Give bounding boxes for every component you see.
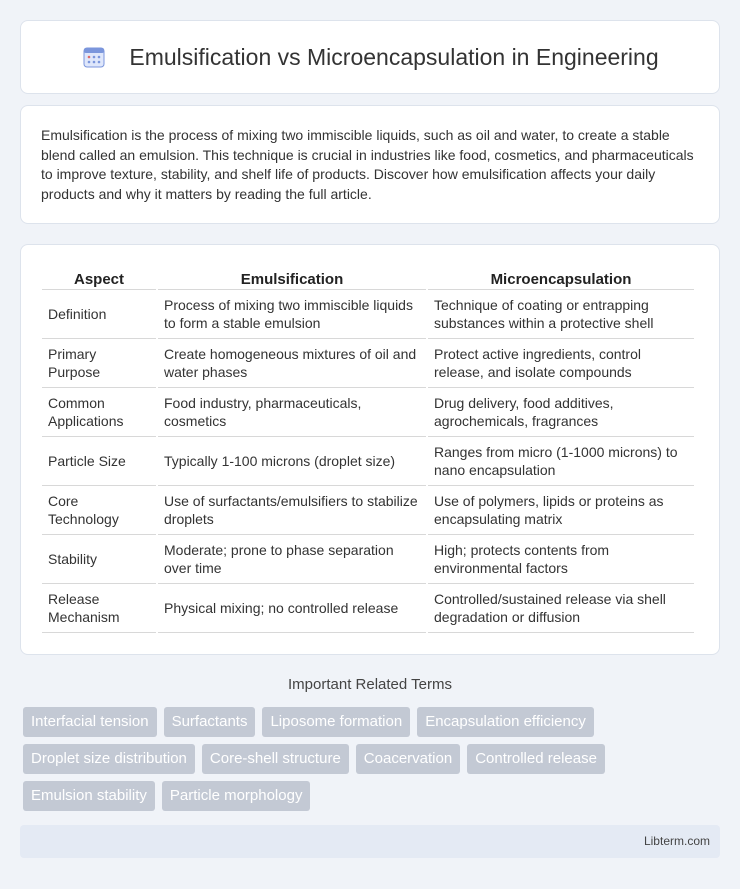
row-aspect: Release Mechanism — [42, 584, 156, 633]
related-term-tag[interactable]: Particle morphology — [162, 781, 311, 811]
related-terms-list — [23, 707, 723, 811]
row-aspect: Core Technology — [42, 486, 156, 535]
column-header-emulsification: Emulsification — [158, 265, 426, 290]
row-microencapsulation: High; protects contents from environmental factors — [428, 535, 694, 584]
row-aspect: Common Applications — [42, 388, 156, 437]
column-header-aspect: Aspect — [42, 265, 156, 290]
page-footer — [20, 825, 720, 858]
row-microencapsulation: Protect active ingredients, control release, and isolate compounds — [428, 339, 694, 388]
row-aspect: Primary Purpose — [42, 339, 156, 388]
calendar-grid-icon — [81, 44, 107, 70]
related-term-tag[interactable]: Core-shell structure — [202, 744, 349, 774]
intro-card — [20, 105, 720, 224]
row-emulsification: Moderate; prone to phase separation over time — [158, 535, 426, 584]
row-emulsification: Create homogeneous mixtures of oil and water phases — [158, 339, 426, 388]
comparison-card — [20, 244, 720, 655]
column-header-microencapsulation: Microencapsulation — [428, 265, 694, 290]
row-microencapsulation: Ranges from micro (1-1000 microns) to nano encapsulation — [428, 437, 694, 486]
related-term-tag[interactable]: Droplet size distribution — [23, 744, 195, 774]
related-term-tag[interactable]: Interfacial tension — [23, 707, 157, 737]
row-emulsification: Use of surfactants/emulsifiers to stabilize droplets — [158, 486, 426, 535]
related-term-tag[interactable]: Emulsion stability — [23, 781, 155, 811]
row-emulsification: Process of mixing two immiscible liquids to form a stable emulsion — [158, 290, 426, 339]
related-term-tag[interactable]: Controlled release — [467, 744, 605, 774]
row-emulsification: Physical mixing; no controlled release — [158, 584, 426, 633]
row-microencapsulation: Drug delivery, food additives, agrochemicals, fragrances — [428, 388, 694, 437]
row-emulsification: Food industry, pharmaceuticals, cosmetics — [158, 388, 426, 437]
table-row — [42, 535, 694, 584]
related-term-tag[interactable]: Liposome formation — [262, 707, 410, 737]
intro-text: Emulsification is the process of mixing two immiscible liquids, such as oil and water, to create a stable blend called an emulsion. This technique is crucial in industries like food, cosmetics, and pharmaceuticals to improve texture, stability, and shelf life of products. Discover how emulsification affects your daily products and why it matters by reading the full article. — [41, 127, 694, 202]
related-term-tag[interactable]: Encapsulation efficiency — [417, 707, 594, 737]
footer-site-link[interactable]: Libterm.com — [643, 834, 710, 848]
related-terms-title: Important Related Terms — [288, 676, 452, 693]
row-aspect: Stability — [42, 535, 156, 584]
table-row — [42, 584, 694, 633]
table-row — [42, 388, 694, 437]
table-row — [42, 486, 694, 535]
table-row — [42, 437, 694, 486]
row-emulsification: Typically 1-100 microns (droplet size) — [158, 437, 426, 486]
table-row — [42, 290, 694, 339]
row-aspect: Particle Size — [42, 437, 156, 486]
comparison-table — [40, 265, 696, 633]
table-row — [42, 339, 694, 388]
related-term-tag[interactable]: Coacervation — [356, 744, 460, 774]
table-header-row — [42, 265, 694, 290]
page-title: Emulsification vs Microencapsulation in Engineering — [129, 43, 659, 70]
page-header — [20, 20, 720, 94]
related-term-tag[interactable]: Surfactants — [164, 707, 256, 737]
row-microencapsulation: Technique of coating or entrapping substances within a protective shell — [428, 290, 694, 339]
row-aspect: Definition — [42, 290, 156, 339]
row-microencapsulation: Use of polymers, lipids or proteins as encapsulating matrix — [428, 486, 694, 535]
row-microencapsulation: Controlled/sustained release via shell degradation or diffusion — [428, 584, 694, 633]
